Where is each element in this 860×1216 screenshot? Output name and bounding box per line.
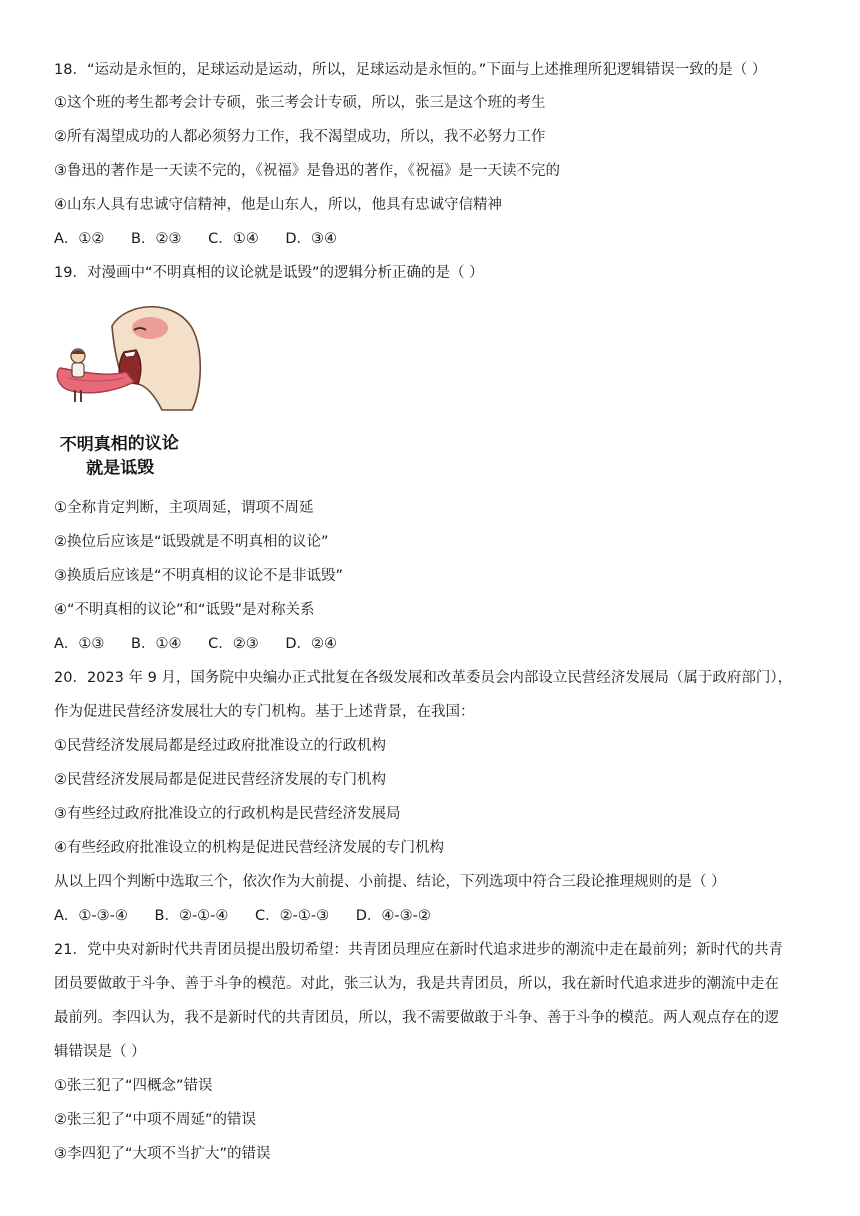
q19-option-d[interactable]: D．②④ bbox=[285, 636, 337, 652]
q18-item-2: ②所有渴望成功的人都必须努力工作，我不渴望成功，所以，我不必努力工作 bbox=[54, 129, 546, 145]
small-man-body bbox=[72, 363, 84, 377]
cartoon-caption-line2: 就是诋毁 bbox=[86, 457, 155, 479]
q20-item-2: ②民营经济发展局都是促进民营经济发展的专门机构 bbox=[54, 772, 386, 788]
q19-option-a[interactable]: A．①③ bbox=[54, 636, 105, 652]
q18-option-d[interactable]: D．③④ bbox=[285, 231, 337, 247]
q21-item-2: ②张三犯了“中项不周延”的错误 bbox=[54, 1112, 257, 1128]
q20-stem-line1: 20．2023 年 9 月，国务院中央编办正式批复在各级发展和改革委员会内部设立民营经济发展局（属于政府部门）， bbox=[54, 670, 793, 686]
q20-question: 从以上四个判断中选取三个，依次作为大前提、小前提、结论，下列选项中符合三段论推理规则的是（ ） bbox=[54, 874, 726, 890]
q20-option-c[interactable]: C．②-①-③ bbox=[255, 908, 330, 924]
q21-stem-line4: 辑错误是（ ） bbox=[54, 1044, 146, 1060]
q20-option-a[interactable]: A．①-③-④ bbox=[54, 908, 128, 924]
q20-item-4: ④有些经政府批准设立的机构是促进民营经济发展的专门机构 bbox=[54, 840, 444, 856]
q18-option-a[interactable]: A．①② bbox=[54, 231, 105, 247]
q21-stem-line1: 21．党中央对新时代共青团员提出殷切希望：共青团员理应在新时代追求进步的潮流中走在最前列；新时代的共青 bbox=[54, 942, 783, 958]
q18-item-3: ③鲁迅的著作是一天读不完的，《祝福》是鲁迅的著作，《祝福》是一天读不完的 bbox=[54, 163, 560, 179]
q20-stem-line2: 作为促进民营经济发展壮大的专门机构。基于上述背景，在我国： bbox=[54, 704, 475, 720]
q20-item-1: ①民营经济发展局都是经过政府批准设立的行政机构 bbox=[54, 738, 386, 754]
q18-item-1: ①这个班的考生都考会计专硕，张三考会计专硕，所以，张三是这个班的考生 bbox=[54, 95, 546, 111]
cartoon-caption bbox=[60, 431, 211, 482]
q19-item-4: ④“不明真相的议论”和“诋毁”是对称关系 bbox=[54, 602, 315, 618]
q20-options bbox=[54, 906, 814, 926]
q19-item-3: ③换质后应该是“不明真相的议论不是非诋毁” bbox=[54, 568, 344, 584]
q18-option-c[interactable]: C．①④ bbox=[208, 231, 259, 247]
q21-item-3: ③李四犯了“大项不当扩大”的错误 bbox=[54, 1146, 271, 1162]
q18-option-b[interactable]: B．②③ bbox=[131, 231, 182, 247]
q20-item-3: ③有些经过政府批准设立的行政机构是民营经济发展局 bbox=[54, 806, 401, 822]
q19-option-b[interactable]: B．①④ bbox=[131, 636, 182, 652]
q19-item-2: ②换位后应该是“诋毁就是不明真相的议论” bbox=[54, 534, 329, 550]
q20-option-b[interactable]: B．②-①-④ bbox=[154, 908, 229, 924]
q21-stem-line2: 团员要做敢于斗争、善于斗争的模范。对此，张三认为，我是共青团员，所以，我在新时代追求进步的潮流中走在 bbox=[54, 976, 779, 992]
q19-options bbox=[54, 634, 814, 654]
cartoon-illustration bbox=[54, 298, 204, 416]
q18-options bbox=[54, 229, 814, 249]
q19-option-c[interactable]: C．②③ bbox=[208, 636, 259, 652]
cartoon-caption-line1: 不明真相的议论 bbox=[59, 433, 179, 456]
q19-item-1: ①全称肯定判断，主项周延，谓项不周延 bbox=[54, 500, 314, 516]
q21-stem-line3: 最前列。李四认为，我不是新时代的共青团员，所以，我不需要做敢于斗争、善于斗争的模范。两人观点存在的逻 bbox=[54, 1010, 779, 1026]
q18-stem: 18．“运动是永恒的，足球运动是运动，所以，足球运动是永恒的。”下面与上述推理所犯逻辑错误一致的是（ ） bbox=[54, 62, 767, 78]
q21-item-1: ①张三犯了“四概念”错误 bbox=[54, 1078, 213, 1094]
q18-item-4: ④山东人具有忠诚守信精神，他是山东人，所以，他具有忠诚守信精神 bbox=[54, 197, 502, 213]
q19-stem: 19．对漫画中“不明真相的议论就是诋毁”的逻辑分析正确的是（ ） bbox=[54, 265, 484, 281]
q20-option-d[interactable]: D．④-③-② bbox=[355, 908, 431, 924]
